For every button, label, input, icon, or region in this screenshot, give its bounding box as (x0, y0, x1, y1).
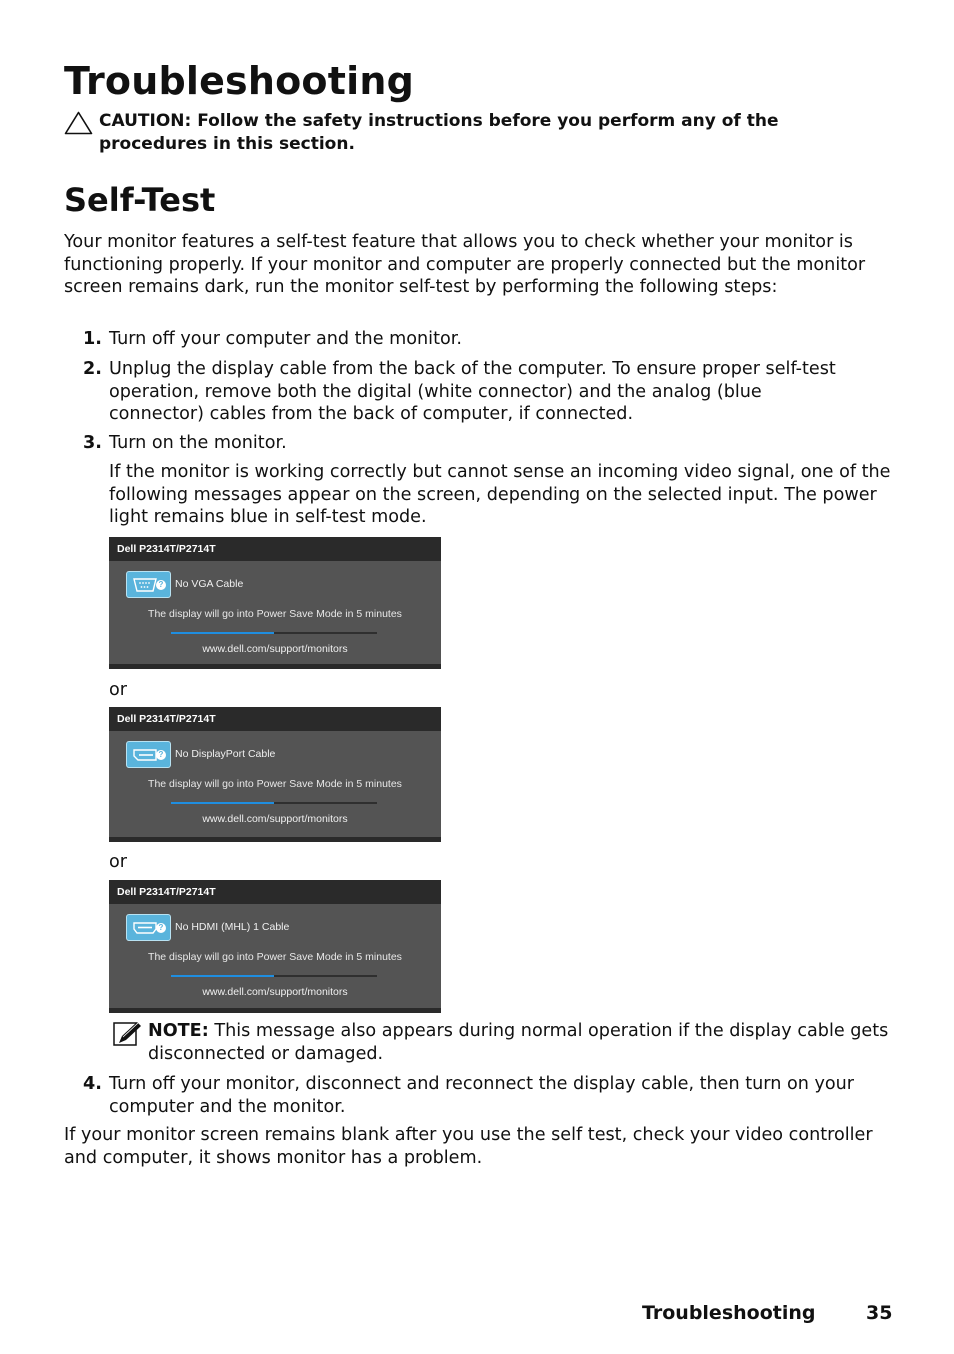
note-text (148, 1020, 893, 1065)
cable-message: No HDMI (MHL) 1 Cable (175, 921, 290, 933)
step-text: Turn off your monitor, disconnect and reconnect the display cable, then turn on your computer and the monitor. (109, 1074, 855, 1117)
step-detail: If the monitor is working correctly but cannot sense an incoming video signal, one of the following messages appear on the screen, depending on the selected input. The power light remains blue in self-test mode. (109, 462, 891, 528)
osd-header: Dell P2314T/P2714T (109, 707, 441, 731)
note-label: NOTE: (148, 1021, 209, 1041)
section-title: Self-Test (64, 181, 216, 219)
power-save-progress (171, 632, 377, 634)
page-title: Troubleshooting (64, 59, 414, 103)
cable-message: No DisplayPort Cable (175, 748, 276, 760)
step-number: 4. (83, 1074, 102, 1094)
caution-icon (64, 111, 93, 135)
step-number: 1. (83, 329, 102, 349)
vga-connector-icon (126, 571, 171, 598)
step-text: Turn off your computer and the monitor. (109, 329, 462, 349)
caution-notice (64, 110, 864, 156)
osd-header: Dell P2314T/P2714T (109, 880, 441, 904)
osd-footer-bar (109, 664, 441, 669)
osd-dialog-hdmi (109, 880, 441, 1013)
progress-fill (171, 975, 274, 977)
power-save-progress (171, 802, 377, 804)
power-save-message: The display will go into Power Save Mode in 5 minutes (148, 778, 402, 790)
displayport-connector-icon (126, 741, 171, 768)
caution-text: CAUTION: Follow the safety instructions before you perform any of the procedures in this section. (99, 111, 779, 154)
note-block (113, 1020, 893, 1065)
info-icon: ? (156, 923, 166, 933)
support-link: www.dell.com/support/monitors (202, 813, 348, 825)
step-number: 3. (83, 433, 102, 453)
power-save-progress (171, 975, 377, 977)
closing-paragraph: If your monitor screen remains blank after you use the self test, check your video controller and computer, it shows monitor has a problem. (64, 1125, 873, 1168)
hdmi-connector-icon (126, 914, 171, 941)
info-icon: ? (156, 750, 166, 760)
note-body: This message also appears during normal operation if the display cable gets disconnected or damaged. (148, 1021, 889, 1064)
osd-footer-bar (109, 837, 441, 842)
progress-fill (171, 802, 274, 804)
progress-fill (171, 632, 274, 634)
osd-dialog-displayport (109, 707, 441, 842)
osd-footer-bar (109, 1008, 441, 1013)
step-number: 2. (83, 359, 102, 379)
power-save-message: The display will go into Power Save Mode in 5 minutes (148, 608, 402, 620)
power-save-message: The display will go into Power Save Mode in 5 minutes (148, 951, 402, 963)
step-text: Turn on the monitor. (109, 433, 287, 453)
osd-header: Dell P2314T/P2714T (109, 537, 441, 561)
cable-message: No VGA Cable (175, 578, 244, 590)
step-text: Unplug the display cable from the back of the computer. To ensure proper self-test operation, remove both the digital (white connector) and the analog (blue connector) cables from the back of computer, if connected. (109, 359, 836, 425)
support-link: www.dell.com/support/monitors (202, 986, 348, 998)
note-pencil-icon (113, 1021, 143, 1047)
or-label: or (109, 680, 127, 700)
or-label: or (109, 852, 127, 872)
info-icon: ? (156, 580, 166, 590)
support-link: www.dell.com/support/monitors (202, 643, 348, 655)
osd-dialog-vga (109, 537, 441, 669)
footer-section-label: Troubleshooting (642, 1302, 816, 1324)
intro-paragraph: Your monitor features a self-test feature that allows you to check whether your monitor is functioning properly. If your monitor and computer are properly connected but the monitor screen remains dark, run the monitor self-test by performing the following steps: (64, 232, 866, 298)
footer-page-number: 35 (866, 1302, 893, 1324)
